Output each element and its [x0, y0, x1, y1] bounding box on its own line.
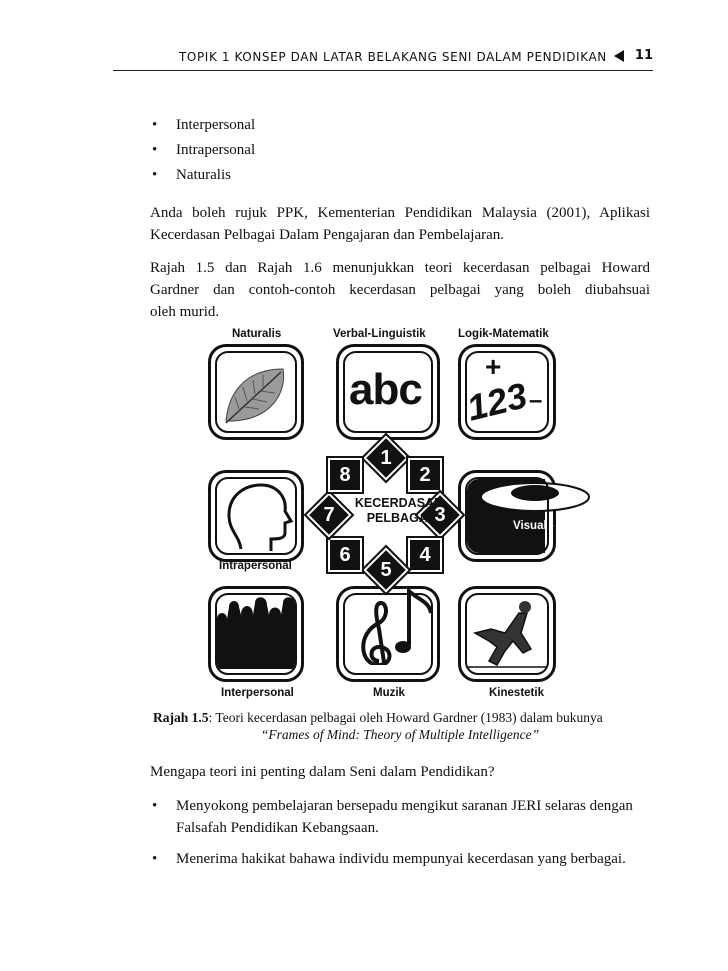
list-item [150, 795, 655, 839]
naturalis-tile [208, 344, 304, 440]
left-triangle-icon [614, 50, 624, 62]
number-badge-8: 8 [328, 458, 362, 492]
figure-caption [153, 709, 653, 727]
logik-matematik-tile [458, 344, 556, 440]
running-title: TOPIK 1 KONSEP DAN LATAR BELAKANG SENI DALAM PENDIDIKAN [179, 50, 607, 64]
center-title-line-1: KECERDASAN [354, 496, 444, 510]
running-header [113, 44, 653, 71]
number-123: 123 [462, 374, 532, 429]
paragraph-1-line-1: Anda boleh rujuk PPK, Kementerian Pendidikan Malaysia (2001), Aplikasi [150, 205, 650, 221]
interpersonal-tile [208, 586, 304, 682]
paragraph-2-line-3: oleh murid. [150, 304, 220, 320]
list-item-line-2: Falsafah Pendidikan Kebangsaan. [176, 820, 379, 836]
label-interpersonal: Interpersonal [221, 687, 294, 699]
caption-text: : Teori kecerdasan pelbagai oleh Howard Gardner (1983) dalam bukunya [208, 710, 603, 725]
leaf-icon [211, 347, 301, 437]
number-badge-5: 5 [363, 547, 408, 592]
center-title-line-2: PELBAGAI [366, 511, 432, 525]
paragraph-2-line-2: Gardner dan contoh-contoh kecerdasan pelbagai yang boleh diubahsuai [150, 282, 650, 298]
kinestetik-tile [458, 586, 556, 682]
caption-label: Rajah 1.5 [153, 710, 209, 725]
label-kinestetik: Kinestetik [489, 687, 544, 699]
label-naturalis: Naturalis [232, 328, 282, 340]
list-item: • Interpersonal [150, 114, 650, 139]
paragraph-1-line-2: Kecerdasan Pelbagai Dalam Pengajaran dan Pembelajaran. [150, 227, 505, 243]
abc-text: abc [349, 365, 422, 414]
label-logik-matematik: Logik-Matematik [458, 328, 549, 340]
center-title [343, 496, 455, 526]
number-badge-7: 7 [306, 492, 351, 537]
label-verbal-linguistik: Verbal-Linguistik [333, 328, 426, 340]
list-item: • Menerima hakikat bahawa individu mempunyai kecerdasan yang berbagai. [150, 848, 655, 870]
paragraph-2-line-1: Rajah 1.5 dan Rajah 1.6 menunjukkan teori kecerdasan pelbagai Howard [150, 260, 650, 276]
muzik-tile [336, 586, 440, 682]
intelligence-bullet-list [150, 114, 650, 189]
page-number: 11 [634, 48, 653, 63]
visual-ruang-tile [458, 470, 556, 562]
number-badge-3: 3 [417, 492, 462, 537]
list-item: • Intrapersonal [150, 139, 650, 164]
number-badge-6: 6 [328, 538, 362, 572]
reasons-bullet-list-2 [150, 848, 655, 870]
intrapersonal-tile [208, 470, 304, 562]
question-text: Mengapa teori ini penting dalam Seni dalam Pendidikan? [150, 764, 495, 780]
people-silhouette-icon [211, 589, 301, 679]
multiple-intelligences-figure [205, 324, 595, 704]
label-visual-ruang: Visual - Ruang [513, 520, 593, 532]
list-item: • Naturalis [150, 164, 650, 189]
reasons-bullet-list [150, 795, 655, 839]
plus-symbol: + [485, 351, 502, 382]
verbal-linguistik-tile [336, 344, 440, 440]
number-badge-4: 4 [408, 538, 442, 572]
label-intrapersonal: Intrapersonal [219, 560, 292, 572]
number-badge-1: 1 [363, 435, 408, 480]
number-badge-2: 2 [408, 458, 442, 492]
martial-arts-figure-icon [461, 589, 553, 679]
minus-symbol: – [529, 387, 543, 414]
head-profile-icon [211, 473, 301, 559]
list-item-line-1: • Menyokong pembelajaran bersepadu mengikut saranan JERI selaras dengan [176, 798, 633, 814]
label-muzik: Muzik [373, 687, 405, 699]
caption-book-title: “Frames of Mind: Theory of Multiple Intelligence” [260, 727, 540, 742]
black-shape-icon [467, 479, 545, 553]
